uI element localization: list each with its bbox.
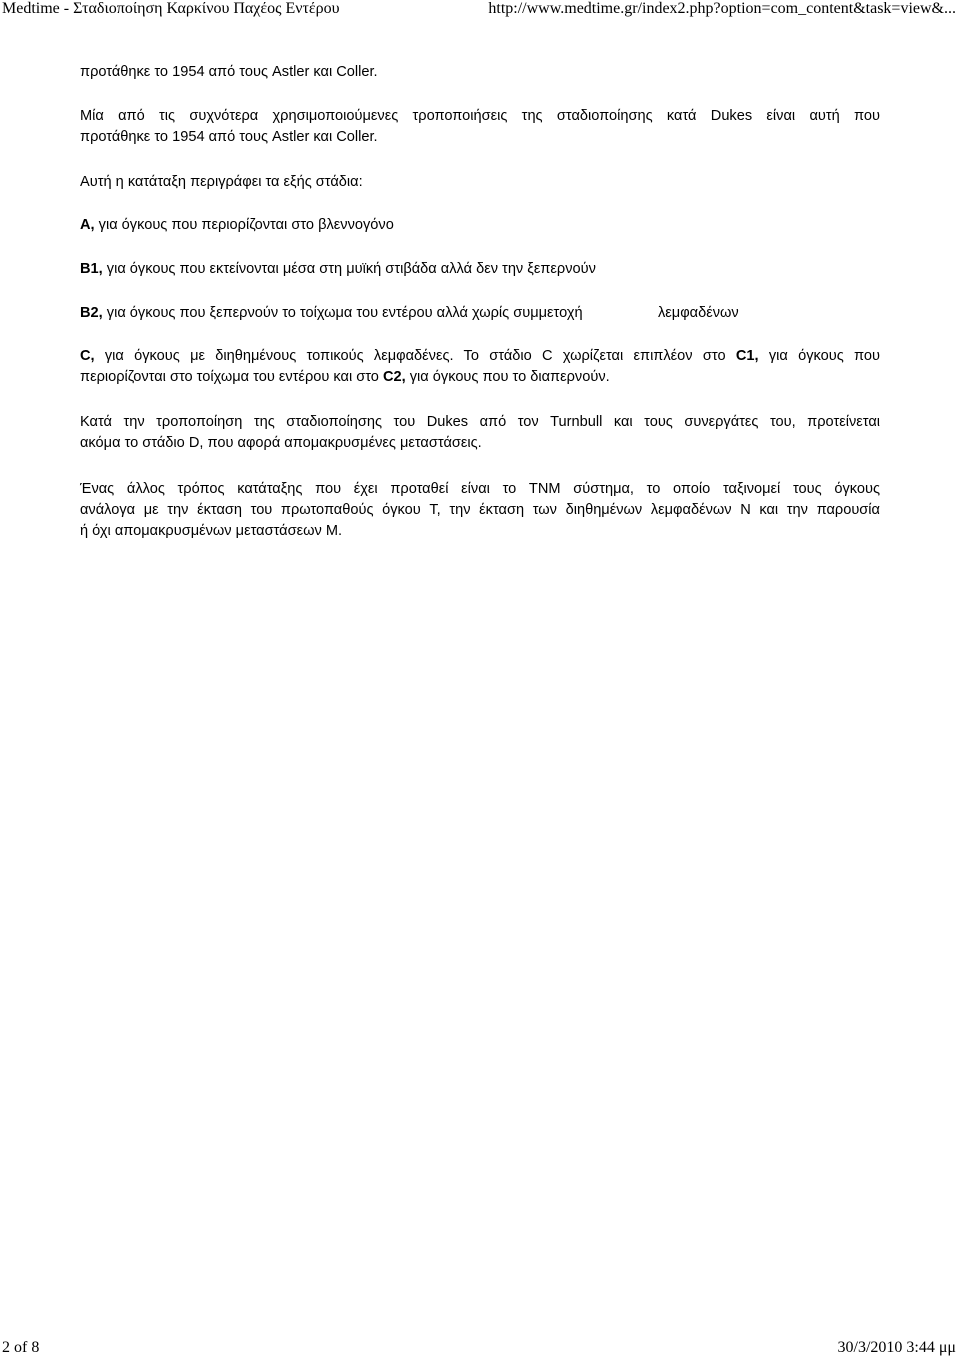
- stage-b2-label: Β2,: [80, 305, 103, 321]
- stage-c-text-cont: περιορίζονται στο τοίχωμα του εντέρου και στο: [80, 369, 383, 385]
- print-footer: [0, 1339, 960, 1359]
- paragraph-line: ή όχι απομακρυσμένων μεταστάσεων M.: [80, 523, 343, 539]
- stage-a-item: [80, 215, 880, 236]
- paragraph-tnm: [80, 479, 880, 542]
- stage-a-text: για όγκους που περιορίζονται στο βλεννογόνο: [94, 217, 394, 233]
- paragraph-line: ακόμα το στάδιο D, που αφορά απομακρυσμένες μεταστάσεις.: [80, 435, 482, 451]
- stage-b2-item: [80, 303, 880, 324]
- paragraph-line: ανάλογα με την έκταση του πρωτοπαθούς όγκου T, την έκταση των διηθημένων λεμφαδένων N και την παρουσία: [80, 502, 880, 518]
- page-number: 2 of 8: [2, 1339, 40, 1356]
- stage-c2-label: C2,: [382, 369, 406, 385]
- print-datetime: 30/3/2010 3:44 μμ: [837, 1339, 956, 1356]
- paragraph-stages-intro: Αυτή η κατάταξη περιγράφει τα εξής στάδια:: [80, 174, 363, 190]
- paragraph-line: Κατά την τροποποίηση της σταδιοποίησης του Dukes από τον Turnbull και τους συνεργάτες του, προτείνεται: [80, 414, 880, 430]
- page-url: http://www.medtime.gr/index2.php?option=com_content&task=view&...: [488, 0, 956, 17]
- stage-b2-text: για όγκους που ξεπερνούν το τοίχωμα του εντέρου αλλά χωρίς συμμετοχή: [102, 305, 583, 321]
- paragraph-line: προτάθηκε το 1954 από τους Astler και Coller.: [80, 129, 378, 145]
- paragraph-dukes-modification: [80, 106, 880, 148]
- stage-b1-item: [80, 259, 880, 280]
- paragraph-turnbull: [80, 412, 880, 454]
- stage-c1-text: για όγκους που: [758, 348, 880, 364]
- paragraph-line: [80, 367, 880, 388]
- paragraph-line: Μία από τις συχνότερα χρησιμοποιούμενες τροποποιήσεις της σταδιοποίησης κατά Dukes είναι αυτή που: [80, 108, 880, 124]
- page-title: Medtime - Σταδιοποίηση Καρκίνου Παχέος Εντέρου: [2, 0, 340, 17]
- paragraph-line: [80, 346, 880, 367]
- stage-c2-text: για όγκους που το διαπερνούν.: [405, 369, 610, 385]
- stage-b1-label: Β1,: [80, 261, 103, 277]
- stage-c-label: C,: [80, 348, 95, 364]
- paragraph-line: Ένας άλλος τρόπος κατάταξης που έχει προταθεί είναι το TNM σύστημα, το οποίο ταξινομεί τους όγκους: [80, 481, 880, 497]
- stage-a-label: Α,: [80, 217, 95, 233]
- stage-c-item: [80, 346, 880, 388]
- stage-c-text: για όγκους με διηθημένους τοπικούς λεμφαδένες. Το στάδιο C χωρίζεται επιπλέον στο: [94, 348, 736, 364]
- print-header: [0, 0, 960, 20]
- stage-b1-text: για όγκους που εκτείνονται μέσα στη μυϊκή στιβάδα αλλά δεν την ξεπερνούν: [102, 261, 596, 277]
- stage-c1-label: C1,: [735, 348, 759, 364]
- paragraph-continued: προτάθηκε το 1954 από τους Astler και Coller.: [80, 64, 378, 80]
- stage-b2-tail: λεμφαδένων: [658, 305, 739, 321]
